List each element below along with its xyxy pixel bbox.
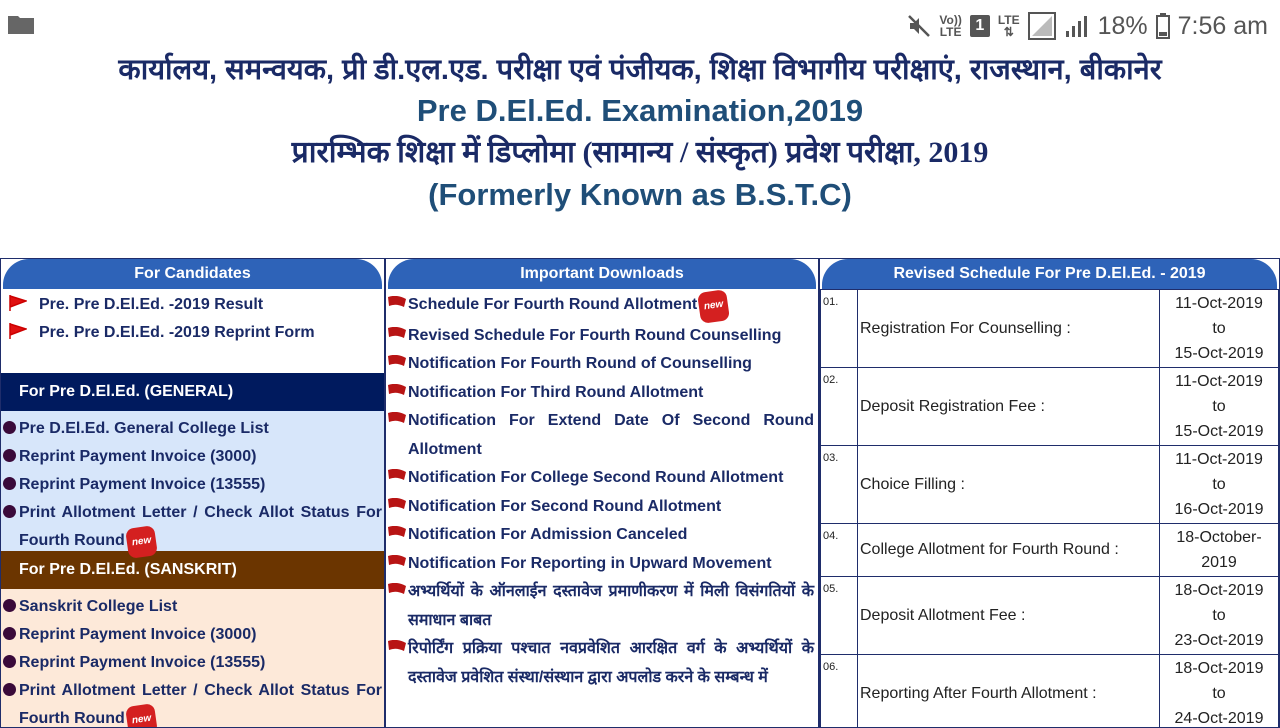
download-link-label: रिपोर्टिंग प्रक्रिया पश्चात नवप्रवेशित आरक्षित वर्ग के अभ्यर्थियों के दस्तावेज प्रवेशित संस्था/संस्थान द्वारा अपलोड करने के सम्बन्ध में bbox=[408, 640, 814, 686]
sim-slot-badge: 1 bbox=[970, 15, 990, 37]
result-link[interactable] bbox=[1, 291, 384, 319]
schedule-row-number: 03. bbox=[821, 446, 858, 524]
candidates-panel bbox=[0, 258, 385, 728]
reprint-form-link-label: Pre. Pre D.El.Ed. -2019 Reprint Form bbox=[39, 324, 315, 341]
red-flag-icon bbox=[9, 295, 27, 311]
general-invoice-13555-link[interactable] bbox=[1, 471, 384, 499]
general-college-list-link[interactable] bbox=[1, 415, 384, 443]
office-title-hindi: कार्यालय, समन्वयक, प्री डी.एल.एड. परीक्षा एवं पंजीयक, शिक्षा विभागीय परीक्षाएं, राजस्थान, बीकानेर bbox=[0, 50, 1280, 90]
flag-icon bbox=[388, 355, 406, 367]
link-label: Sanskrit College List bbox=[19, 598, 177, 615]
folder-icon bbox=[8, 14, 34, 34]
schedule-row-label: Registration For Counselling : bbox=[858, 290, 1160, 368]
flag-icon bbox=[388, 412, 406, 424]
candidates-panel-title: For Candidates bbox=[3, 259, 382, 289]
download-link-label: Notification For Fourth Round of Counselling bbox=[408, 355, 752, 372]
volte-indicator: Vo)) LTE bbox=[939, 14, 961, 38]
result-link-label: Pre. Pre D.El.Ed. -2019 Result bbox=[39, 296, 263, 313]
bullet-icon bbox=[3, 421, 16, 434]
schedule-row-date: 18-Oct-2019 to 24-Oct-2019 bbox=[1160, 655, 1279, 728]
battery-icon bbox=[1156, 13, 1170, 39]
schedule-row bbox=[821, 446, 1279, 524]
link-label: Print Allotment Letter / Check Allot Status For Fourth Round bbox=[19, 504, 382, 549]
candidates-links bbox=[1, 289, 384, 373]
flag-icon bbox=[388, 640, 406, 652]
sanskrit-section bbox=[1, 589, 384, 728]
schedule-row-number: 01. bbox=[821, 290, 858, 368]
download-link[interactable] bbox=[386, 407, 818, 464]
schedule-row-label: College Allotment for Fourth Round : bbox=[858, 524, 1160, 577]
link-label: Pre D.El.Ed. General College List bbox=[19, 420, 269, 437]
download-link-label: Notification For College Second Round Allotment bbox=[408, 469, 783, 486]
schedule-table bbox=[820, 289, 1279, 728]
downloads-panel bbox=[385, 258, 819, 728]
general-allotment-letter-link[interactable] bbox=[1, 499, 384, 557]
download-link[interactable] bbox=[386, 635, 818, 692]
new-badge: new bbox=[125, 703, 158, 728]
schedule-panel bbox=[819, 258, 1280, 728]
schedule-row-label: Reporting After Fourth Allotment : bbox=[858, 655, 1160, 728]
download-link-label: Notification For Extend Date Of Second Round Allotment bbox=[408, 412, 814, 458]
signal-sim2-icon bbox=[1064, 13, 1090, 39]
bullet-icon bbox=[3, 449, 16, 462]
schedule-row bbox=[821, 524, 1279, 577]
exam-title: Pre D.El.Ed. Examination,2019 bbox=[0, 90, 1280, 132]
sanskrit-section-title: For Pre D.El.Ed. (SANSKRIT) bbox=[1, 551, 384, 589]
schedule-row-label: Deposit Allotment Fee : bbox=[858, 577, 1160, 655]
sanskrit-invoice-13555-link[interactable] bbox=[1, 649, 384, 677]
download-link[interactable] bbox=[386, 350, 818, 379]
schedule-row-number: 06. bbox=[821, 655, 858, 728]
flag-icon bbox=[388, 498, 406, 510]
flag-icon bbox=[388, 555, 406, 567]
downloads-panel-title: Important Downloads bbox=[388, 259, 816, 289]
download-link[interactable] bbox=[386, 464, 818, 493]
status-bar bbox=[0, 0, 1280, 50]
download-link[interactable] bbox=[386, 322, 818, 351]
schedule-row-number: 04. bbox=[821, 524, 858, 577]
general-section bbox=[1, 411, 384, 551]
schedule-row-date: 18-Oct-2019 to 23-Oct-2019 bbox=[1160, 577, 1279, 655]
bullet-icon bbox=[3, 627, 16, 640]
download-link[interactable] bbox=[386, 493, 818, 522]
schedule-row-number: 05. bbox=[821, 577, 858, 655]
schedule-row-label: Choice Filling : bbox=[858, 446, 1160, 524]
signal-sim1-icon bbox=[1028, 12, 1056, 40]
new-badge: new bbox=[125, 525, 158, 559]
lte-indicator: LTE ⇅ bbox=[998, 14, 1020, 38]
sanskrit-allotment-letter-link[interactable] bbox=[1, 677, 384, 728]
download-link-label: Schedule For Fourth Round Allotment bbox=[408, 296, 697, 313]
download-link-label: Notification For Admission Canceled bbox=[408, 526, 687, 543]
download-link[interactable] bbox=[386, 291, 818, 322]
formerly-known: (Formerly Known as B.S.T.C) bbox=[0, 174, 1280, 216]
page-header bbox=[0, 50, 1280, 216]
clock: 7:56 am bbox=[1178, 12, 1268, 41]
sanskrit-invoice-3000-link[interactable] bbox=[1, 621, 384, 649]
general-invoice-3000-link[interactable] bbox=[1, 443, 384, 471]
schedule-row-date: 11-Oct-2019 to 16-Oct-2019 bbox=[1160, 446, 1279, 524]
download-link-label: Notification For Third Round Allotment bbox=[408, 384, 703, 401]
link-label: Reprint Payment Invoice (13555) bbox=[19, 476, 265, 493]
download-link-label: Notification For Second Round Allotment bbox=[408, 498, 721, 515]
download-link[interactable] bbox=[386, 521, 818, 550]
download-link-label: Notification For Reporting in Upward Movement bbox=[408, 555, 772, 572]
general-section-title: For Pre D.El.Ed. (GENERAL) bbox=[1, 373, 384, 411]
link-label: Reprint Payment Invoice (13555) bbox=[19, 654, 265, 671]
schedule-panel-title: Revised Schedule For Pre D.El.Ed. - 2019 bbox=[822, 259, 1277, 289]
bullet-icon bbox=[3, 477, 16, 490]
reprint-form-link[interactable] bbox=[1, 319, 384, 347]
download-link[interactable] bbox=[386, 550, 818, 579]
schedule-row-date: 18-October- 2019 bbox=[1160, 524, 1279, 577]
flag-icon bbox=[388, 384, 406, 396]
schedule-row-date: 11-Oct-2019 to 15-Oct-2019 bbox=[1160, 290, 1279, 368]
download-link[interactable] bbox=[386, 578, 818, 635]
flag-icon bbox=[388, 296, 406, 308]
red-flag-icon bbox=[9, 323, 27, 339]
battery-percent: 18% bbox=[1098, 12, 1148, 41]
flag-icon bbox=[388, 583, 406, 595]
bullet-icon bbox=[3, 683, 16, 696]
flag-icon bbox=[388, 469, 406, 481]
sanskrit-college-list-link[interactable] bbox=[1, 593, 384, 621]
exam-title-hindi: प्रारम्भिक शिक्षा में डिप्लोमा (सामान्य / संस्कृत) प्रवेश परीक्षा, 2019 bbox=[0, 132, 1280, 174]
download-link-label: अभ्यर्थियों के ऑनलाईन दस्तावेज प्रमाणीकरण में मिली विसंगतियों के समाधान बाबत bbox=[408, 583, 814, 629]
schedule-row-number: 02. bbox=[821, 368, 858, 446]
bullet-icon bbox=[3, 655, 16, 668]
flag-icon bbox=[388, 327, 406, 339]
download-link[interactable] bbox=[386, 379, 818, 408]
schedule-row bbox=[821, 368, 1279, 446]
bullet-icon bbox=[3, 505, 16, 518]
link-label: Print Allotment Letter / Check Allot Status For Fourth Round bbox=[19, 682, 382, 727]
flag-icon bbox=[388, 526, 406, 538]
bullet-icon bbox=[3, 599, 16, 612]
new-badge: new bbox=[697, 289, 730, 323]
schedule-row-label: Deposit Registration Fee : bbox=[858, 368, 1160, 446]
schedule-row bbox=[821, 290, 1279, 368]
link-label: Reprint Payment Invoice (3000) bbox=[19, 448, 256, 465]
mute-icon bbox=[907, 14, 931, 38]
downloads-list bbox=[386, 289, 818, 692]
schedule-row-date: 11-Oct-2019 to 15-Oct-2019 bbox=[1160, 368, 1279, 446]
download-link-label: Revised Schedule For Fourth Round Counselling bbox=[408, 327, 781, 344]
schedule-row bbox=[821, 577, 1279, 655]
link-label: Reprint Payment Invoice (3000) bbox=[19, 626, 256, 643]
schedule-row bbox=[821, 655, 1279, 728]
